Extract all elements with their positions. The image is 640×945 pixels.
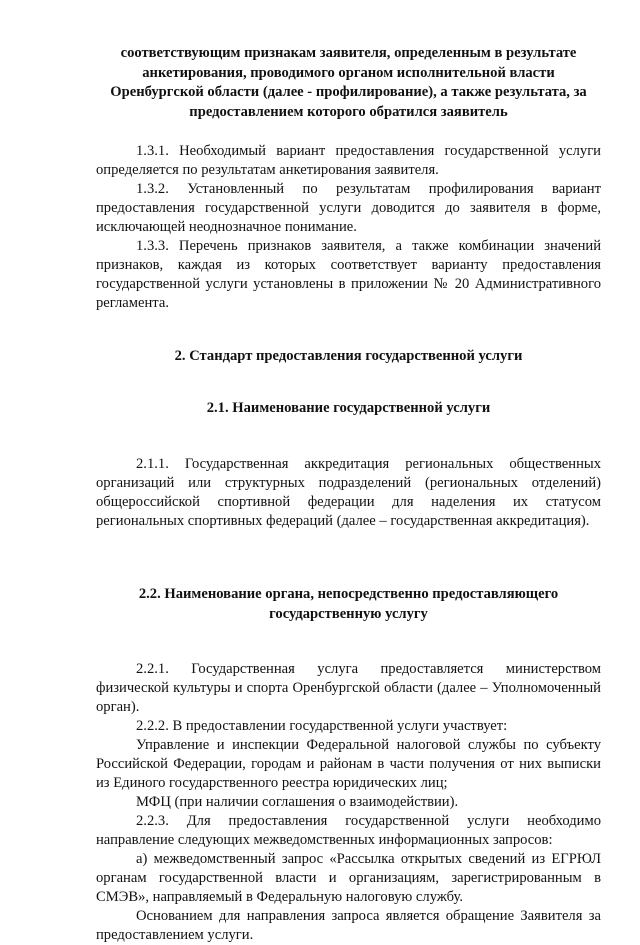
paragraph-2-2-3-basis: Основанием для направления запроса является обращение Заявителя за предоставлением услуги. — [96, 908, 601, 943]
section-2-1-heading: 2.1. Наименование государственной услуги — [206, 399, 491, 416]
paragraph-1-3-2: 1.3.2. Установленный по результатам профилирования вариант предоставления государственной услуги доводится до заявителя в форме, исключающей неоднозначное понимание. — [96, 181, 601, 235]
paragraph-2-2-2-mfc: МФЦ (при наличии соглашения о взаимодействии). — [136, 794, 459, 810]
paragraph-2-2-3-request: а) межведомственный запрос «Рассылка открытых сведений из ЕГРЮЛ органам государственной власти и организациям, зарегистрированным в СМЭВ», направляемый в Федеральную налоговую службу. — [96, 851, 601, 905]
document-page — [96, 44, 601, 945]
paragraph-1-3-1: 1.3.1. Необходимый вариант предоставления государственной услуги определяется по результатам анкетирования заявителя. — [96, 143, 601, 178]
paragraph-2-2-1: 2.2.1. Государственная услуга предоставляется министерством физической культуры и спорта Оренбургской области (далее – Уполномоченный орган). — [96, 661, 601, 715]
paragraph-2-2-3: 2.2.3. Для предоставления государственной услуги необходимо направление следующих межведомственных информационных запросов: — [96, 813, 601, 848]
section-2-heading: 2. Стандарт предоставления государственной услуги — [174, 348, 523, 364]
paragraph-2-2-2: 2.2.2. В предоставлении государственной услуги участвует: — [136, 718, 508, 734]
paragraph-2-2-2-fns: Управление и инспекции Федеральной налоговой службы по субъекту Российской Федерации, городам и районам в части получения от них выписки из Единого государственного реестра юридических лиц; — [96, 737, 601, 791]
paragraph-2-1-1: 2.1.1. Государственная аккредитация региональных общественных организаций или структурных подразделений (региональных отделений) общероссийской спортивной федерации для наделения их статусом региональных спортивных федераций (далее – государственная аккредитация). — [96, 456, 601, 529]
paragraph-1-3-3: 1.3.3. Перечень признаков заявителя, а также комбинации значений признаков, каждая из которых соответствует варианту предоставления государственной услуги установлены в приложении № 20 Административного регламента. — [96, 238, 601, 311]
intro-heading: соответствующим признакам заявителя, определенным в результате анкетирования, проводимого органом исполнительной власти Оренбургской области (далее - профилирование), а также результата, за предоставлением которого обратился заявитель — [110, 45, 587, 120]
section-2-2-heading: 2.2. Наименование органа, непосредственно предоставляющего государственную услугу — [138, 586, 559, 622]
